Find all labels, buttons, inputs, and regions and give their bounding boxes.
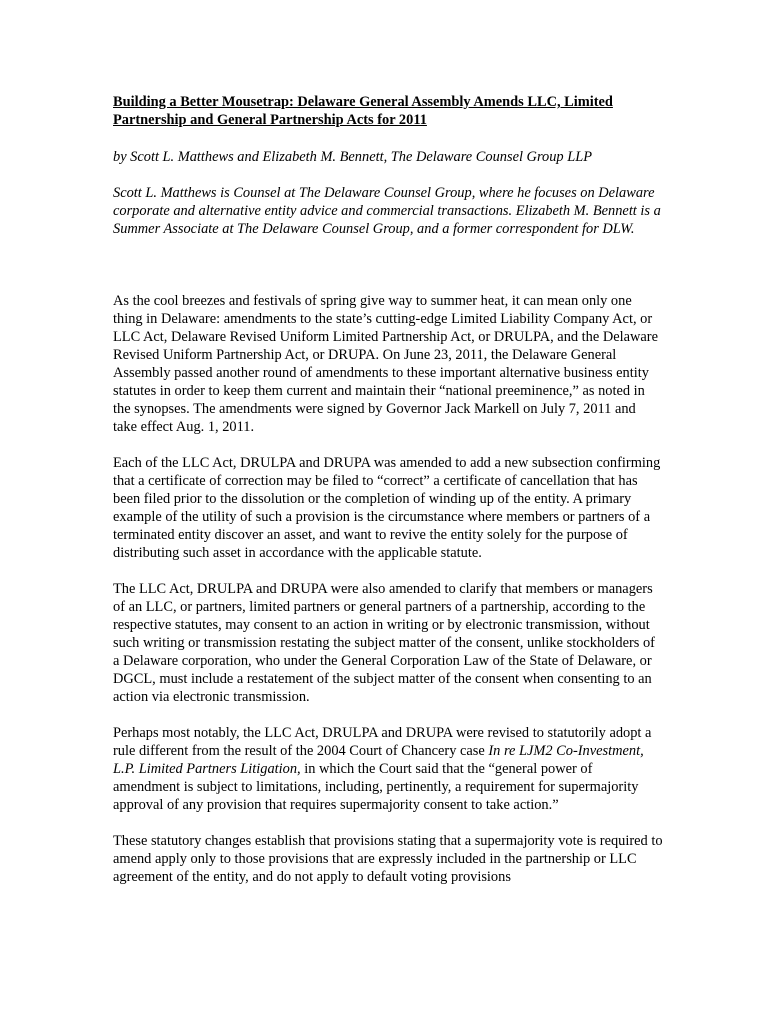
body-paragraph: Each of the LLC Act, DRULPA and DRUPA was amended to add a new subsection confirming that a certificate of correction may be filed to “correct” a certificate of cancellation that has been filed prior to the dissolution or the completion of winding up of the entity. A primary example of the utility of such a provision is the circumstance where members or partners of a terminated entity discover an asset, and want to revive the entity solely for the purpose of distributing such asset in accordance with the applicable statute. xyxy=(113,455,661,561)
body-paragraph: The LLC Act, DRULPA and DRUPA were also amended to clarify that members or managers of an LLC, or partners, limited partners or general partners of a partnership, according to the respective statutes, may consent to an action in writing or by electronic transmission, without such writing or transmission restating the subject matter of the consent, unlike stockholders of a Delaware corporation, who under the General Corporation Law of the State of Delaware, or DGCL, must include a restatement of the subject matter of the consent when consenting to an action via electronic transmission. xyxy=(113,581,655,705)
paragraph-text: , in which the Court said that the “general power of amendment is subject to limitations, including, pertinently, a requirement for supermajority approval of any provision that requires supermajority consent to take action.” xyxy=(113,761,639,813)
article-title: Building a Better Mousetrap: Delaware General Assembly Amends LLC, Limited Partnership and General Partnership Acts for 2011 xyxy=(113,94,613,128)
body-paragraph-case-note xyxy=(113,724,663,814)
body-paragraph: These statutory changes establish that provisions stating that a supermajority vote is required to amend apply only to those provisions that are expressly included in the partnership or LLC agreement of the entity, and do not apply to default voting provisions xyxy=(113,833,663,885)
paragraph-text: Perhaps most notably, the LLC Act, DRULPA and DRUPA were revised to statutorily adopt a rule different from the result of the 2004 Court of Chancery case xyxy=(113,725,652,759)
body-paragraph: As the cool breezes and festivals of spring give way to summer heat, it can mean only one thing in Delaware: amendments to the state’s cutting-edge Limited Liability Company Act, or LLC Act, Delaware Revised Uniform Limited Partnership Act, or DRULPA, and the Delaware Revised Uniform Partnership Act, or DRUPA. On June 23, 2011, the Delaware General Assembly passed another round of amendments to these important alternative business entity statutes in order to keep them current and maintain their “national preeminence,” as noted in the synopses. The amendments were signed by Governor Jack Markell on July 7, 2011 and take effect Aug. 1, 2011. xyxy=(113,293,658,435)
byline: by Scott L. Matthews and Elizabeth M. Bennett, The Delaware Counsel Group LLP xyxy=(113,149,592,165)
case-name: In re LJM2 Co-Investment, L.P. Limited Partners Litigation xyxy=(113,743,644,777)
author-bio: Scott L. Matthews is Counsel at The Delaware Counsel Group, where he focuses on Delaware corporate and alternative entity advice and commercial transactions. Elizabeth M. Bennett is a Summer Associate at The Delaware Counsel Group, and a former correspondent for DLW. xyxy=(113,185,661,237)
document-page xyxy=(113,93,663,886)
